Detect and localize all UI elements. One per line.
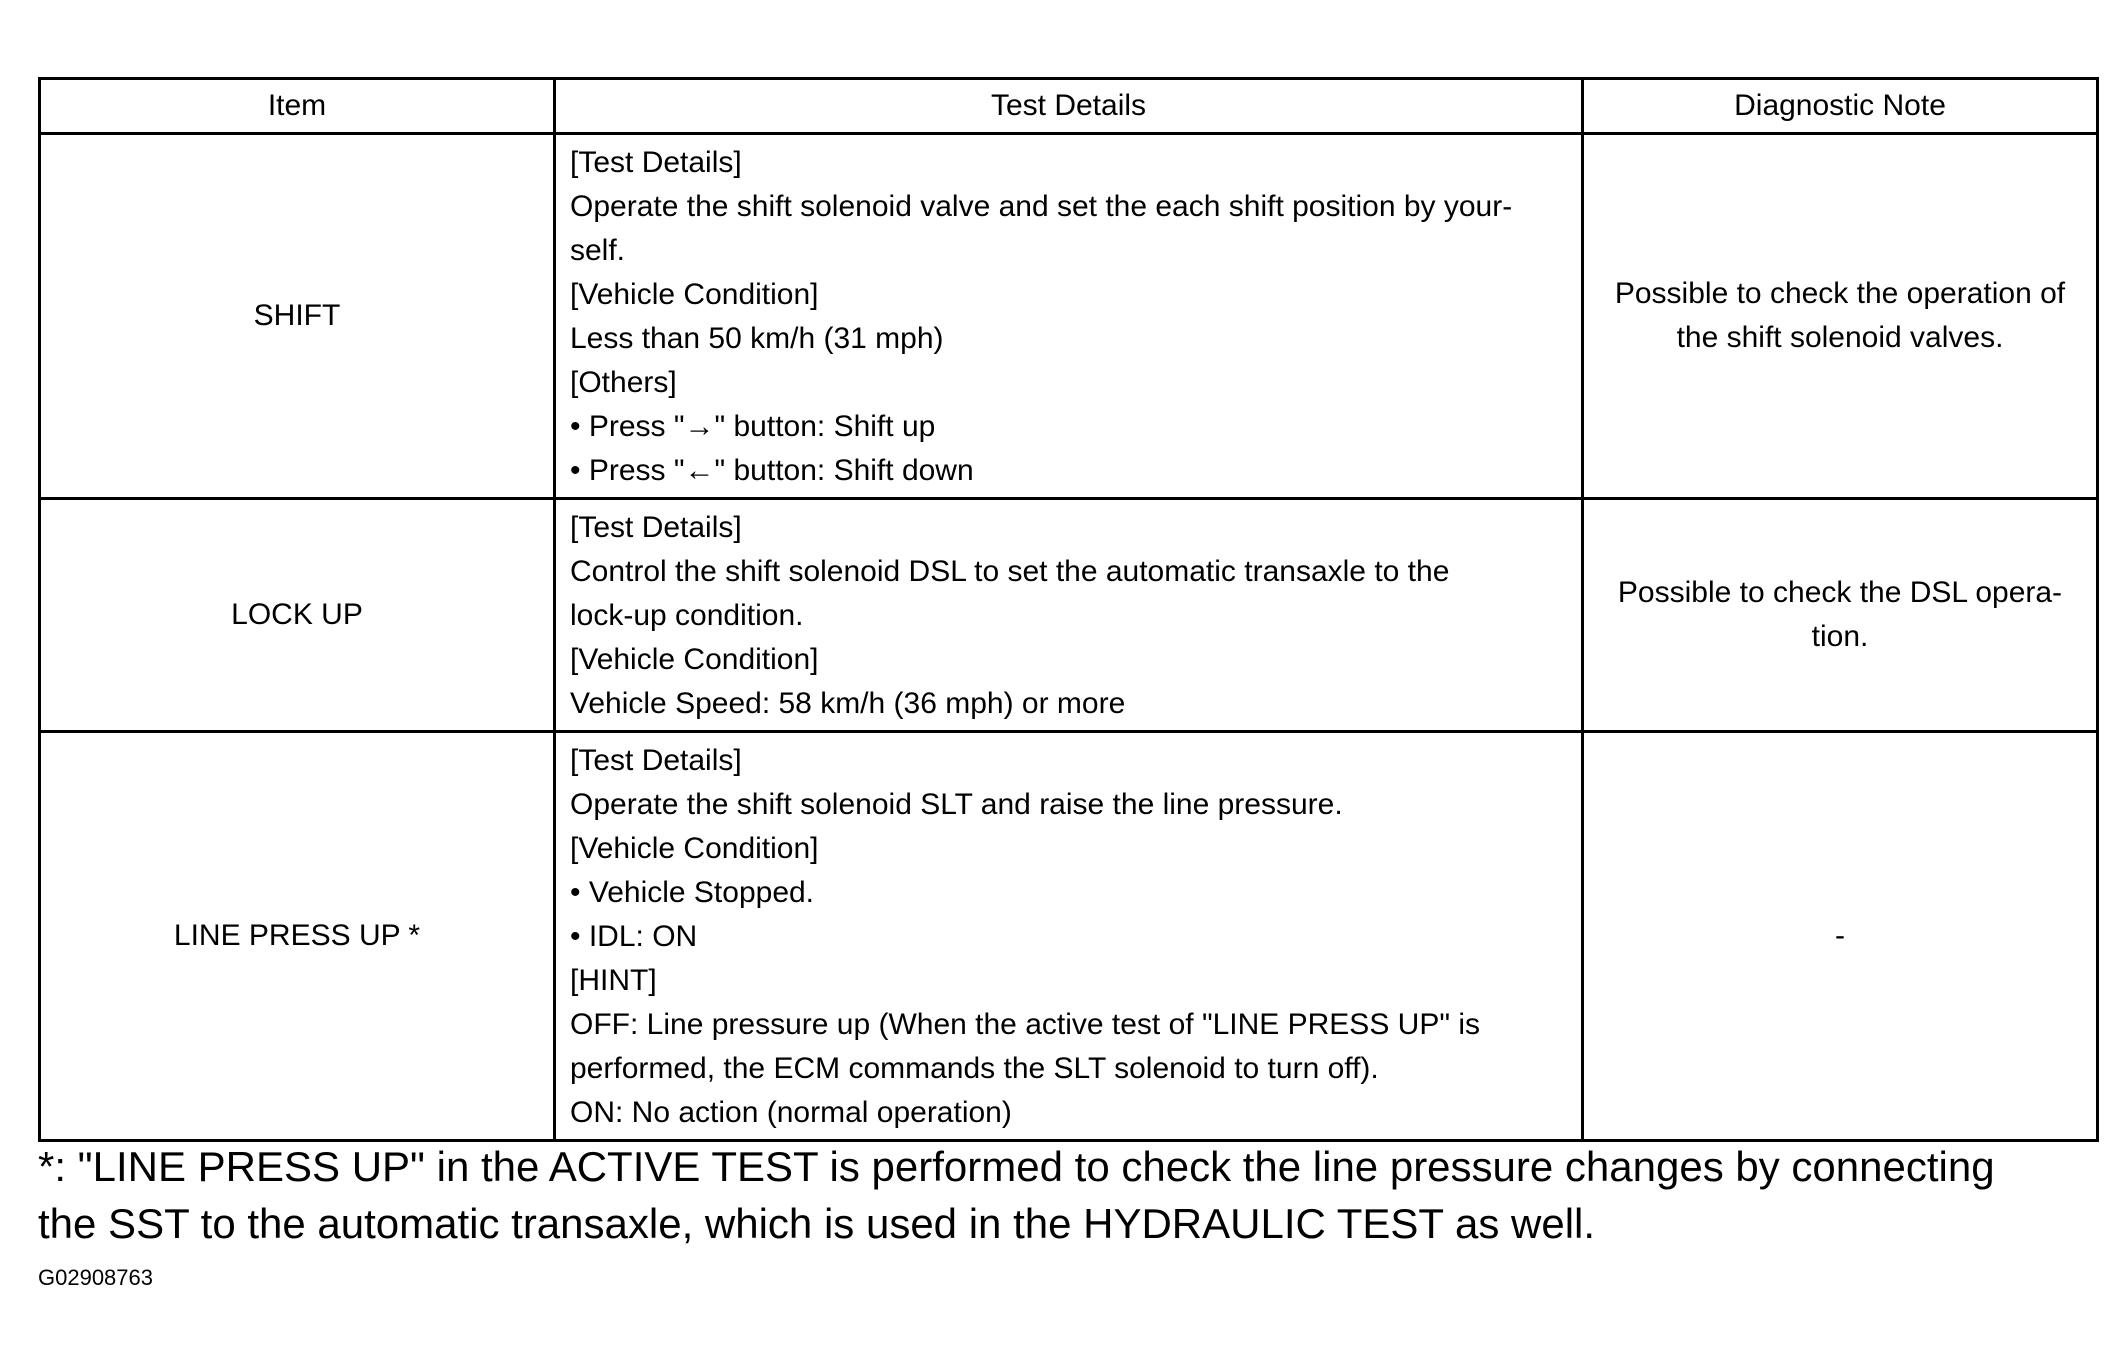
item-cell: LINE PRESS UP * bbox=[40, 732, 555, 1141]
details-line: self. bbox=[570, 234, 626, 267]
details-line: [Others] bbox=[570, 366, 677, 399]
details-line: Vehicle Speed: 58 km/h (36 mph) or more bbox=[570, 687, 1126, 720]
diagnostic-note-cell bbox=[1583, 732, 2098, 1141]
table-row-shift bbox=[40, 134, 2098, 499]
details-line: [Vehicle Condition] bbox=[570, 643, 819, 676]
note-line: Possible to check the operation of bbox=[1614, 277, 2066, 310]
item-cell: LOCK UP bbox=[40, 499, 555, 732]
details-line: lock-up condition. bbox=[570, 599, 804, 632]
details-line: performed, the ECM commands the SLT solenoid to turn off). bbox=[570, 1052, 1379, 1085]
note-line: Possible to check the DSL opera- bbox=[1617, 576, 2063, 609]
note-line: - bbox=[1835, 919, 1845, 952]
note-line: tion. bbox=[1811, 620, 1869, 653]
item-cell: SHIFT bbox=[40, 134, 555, 499]
table-row-line-press-up bbox=[40, 732, 2098, 1141]
diagnostic-note-cell bbox=[1583, 499, 2098, 732]
diagnostic-note-cell bbox=[1583, 134, 2098, 499]
figure-id: G02908763 bbox=[38, 1265, 153, 1290]
details-line: Operate the shift solenoid SLT and raise the line pressure. bbox=[570, 788, 1343, 821]
header-item: Item bbox=[40, 79, 555, 134]
details-bullet-line: • Press "←" button: Shift down bbox=[570, 449, 1567, 493]
details-line: [Vehicle Condition] bbox=[570, 832, 819, 865]
table-header-row bbox=[40, 79, 2098, 134]
header-diagnostic-note: Diagnostic Note bbox=[1583, 79, 2098, 134]
details-cell bbox=[555, 499, 1583, 732]
details-bullet-line: • Press "→" button: Shift up bbox=[570, 405, 1567, 449]
details-cell bbox=[555, 732, 1583, 1141]
details-bullet-line: • Vehicle Stopped. bbox=[570, 871, 1567, 915]
details-line: OFF: Line pressure up (When the active test of "LINE PRESS UP" is bbox=[570, 1008, 1480, 1041]
details-line: Less than 50 km/h (31 mph) bbox=[570, 322, 944, 355]
details-line: Control the shift solenoid DSL to set the automatic transaxle to the bbox=[570, 555, 1450, 588]
details-line: [Test Details] bbox=[570, 744, 742, 777]
table-row-lock-up bbox=[40, 499, 2098, 732]
details-line: Operate the shift solenoid valve and set the each shift position by your- bbox=[570, 190, 1513, 223]
details-line: [Test Details] bbox=[570, 511, 742, 544]
footnote bbox=[38, 1138, 2108, 1252]
details-cell bbox=[555, 134, 1583, 499]
header-test-details: Test Details bbox=[555, 79, 1583, 134]
details-line: [HINT] bbox=[570, 964, 657, 997]
footnote-line: *: "LINE PRESS UP" in the ACTIVE TEST is performed to check the line pressure changes by connecting bbox=[38, 1143, 1995, 1190]
footnote-line: the SST to the automatic transaxle, which is used in the HYDRAULIC TEST as well. bbox=[38, 1200, 1596, 1247]
details-line: ON: No action (normal operation) bbox=[570, 1096, 1012, 1129]
details-line: [Vehicle Condition] bbox=[570, 278, 819, 311]
note-line: the shift solenoid valves. bbox=[1676, 321, 2004, 354]
active-test-table bbox=[38, 77, 2099, 1142]
details-bullet-line: • IDL: ON bbox=[570, 915, 1567, 959]
details-line: [Test Details] bbox=[570, 146, 742, 179]
